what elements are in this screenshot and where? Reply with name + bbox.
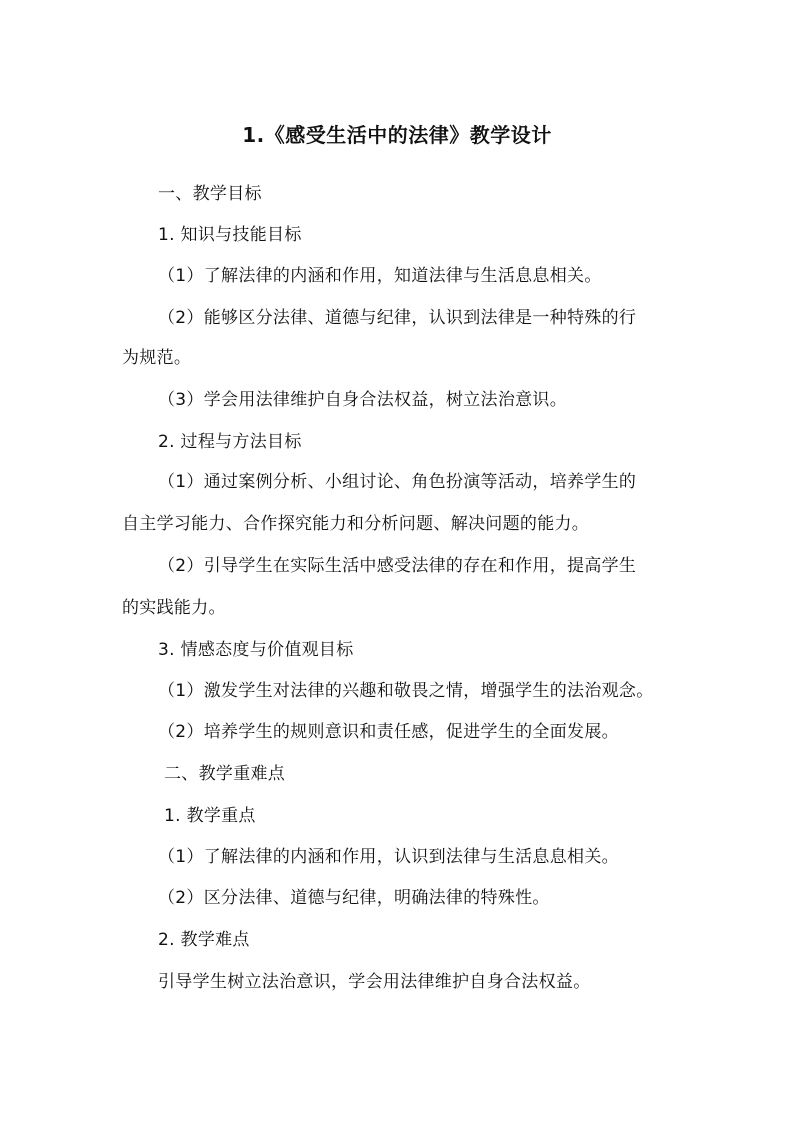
section-heading-key-difficult-points: 二、教学重难点 <box>164 764 286 784</box>
subheading-process-methods: 2. 过程与方法目标 <box>158 432 302 452</box>
subheading-key-points: 1. 教学重点 <box>164 806 256 826</box>
paragraph-line: （3）学会用法律维护自身合法权益，树立法治意识。 <box>158 390 568 410</box>
paragraph-line: （2）引导学生在实际生活中感受法律的存在和作用，提高学生 <box>158 556 637 576</box>
paragraph-line: 为规范。 <box>122 348 192 368</box>
section-heading-teaching-objectives: 一、教学目标 <box>158 184 262 204</box>
document-title: 1.《感受生活中的法律》教学设计 <box>242 123 552 147</box>
paragraph-line: 的实践能力。 <box>122 598 226 618</box>
paragraph-line: （2）区分法律、道德与纪律，明确法律的特殊性。 <box>158 888 550 908</box>
subheading-knowledge-skills: 1. 知识与技能目标 <box>158 225 302 245</box>
paragraph-line: （1）激发学生对法律的兴趣和敬畏之情，增强学生的法治观念。 <box>158 681 654 701</box>
subheading-emotion-values: 3. 情感态度与价值观目标 <box>158 640 354 660</box>
subheading-difficult-points: 2. 教学难点 <box>158 930 250 950</box>
paragraph-line: （2）能够区分法律、道德与纪律，认识到法律是一种特殊的行 <box>158 308 637 328</box>
paragraph-line: （1）了解法律的内涵和作用，知道法律与生活息息相关。 <box>158 266 602 286</box>
paragraph-line: （1）了解法律的内涵和作用，认识到法律与生活息息相关。 <box>158 847 619 867</box>
paragraph-line: （2）培养学生的规则意识和责任感，促进学生的全面发展。 <box>158 722 619 742</box>
paragraph-line: 引导学生树立法治意识，学会用法律维护自身合法权益。 <box>158 972 591 992</box>
paragraph-line: （1）通过案例分析、小组讨论、角色扮演等活动，培养学生的 <box>158 472 637 492</box>
paragraph-line: 自主学习能力、合作探究能力和分析问题、解决问题的能力。 <box>122 514 590 534</box>
